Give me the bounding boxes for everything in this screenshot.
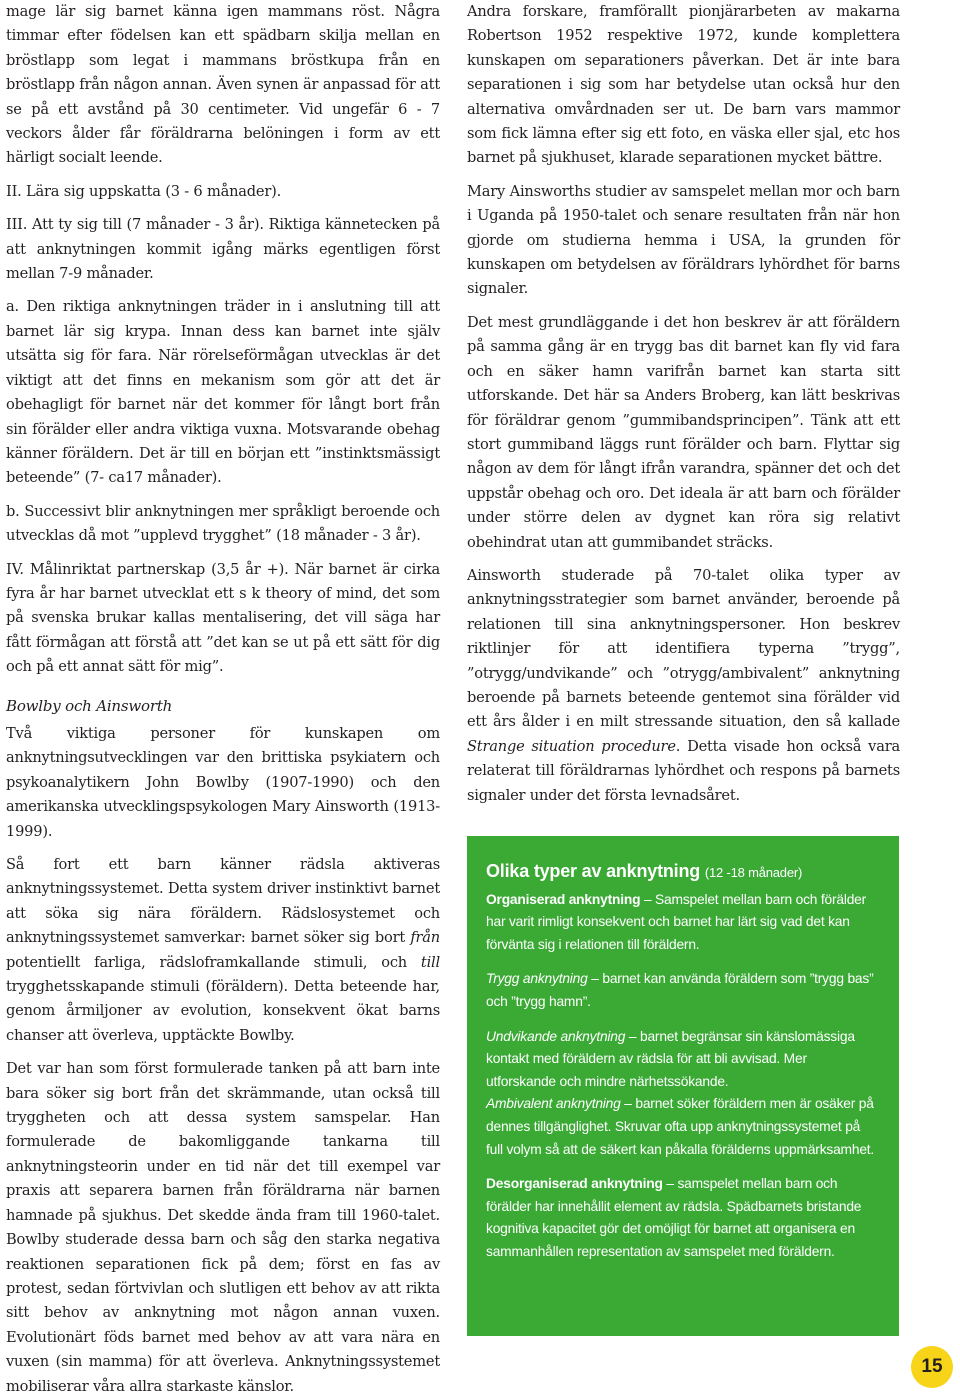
fact-box-title-main: Olika typer av anknytning [486,861,701,881]
definition: – samspelet mellan barn och förälder har innehållit element av rädsla. Spädbarnets bristande kognitiva kapacitet gör det omöjligt för barnet att organisera en sammanhållen representation av samspelet med föräldern. [486,1176,862,1259]
paragraph: II. Lära sig uppskatta (3 - 6 månader). [6,182,282,200]
term: Trygg anknytning [486,971,588,987]
term: Desorganiserad anknytning [486,1176,663,1192]
paragraph: a. Den riktiga anknytningen träder in i anslutning till att barnet lär sig krypa. Innan dess kan barnet inte själv utsätta sig för fara. När rörelseförmågan utvecklas är det viktigt att det finns en mekanism som gör att det är obehagligt för barnet när det kommer för långt bort från sin förälder eller andra viktiga vuxna. Motsvarande obehag känner föräldern. Det är till en början ett ”instinktsmässigt beteende” (7- ca17 månader). [6,298,440,487]
fact-box-item [486,889,875,957]
text-run: . Detta visade hon också vara relaterat till föräldrarnas lyhördhet och respons på barnets signaler under det första levnadsåret. [467,737,900,804]
definition: – Samspelet mellan barn och förälder har varit rimligt konsekvent och barnet har lärt sig vad det kan förvänta sig i relationen till föräldern. [486,891,867,952]
paragraph: Det var han som först formulerade tanken på att barn inte bara söker sig bort från det skrämmande, utan också till tryggheten och att dessa system samspelar. Han formulerade de bakomliggande tankarna till anknytningsteorin under en tid när det till exempel var praxis att separera barnen från föräldrarna när barnen hamnade på sjukhus. Det skedde ända fram till 1960-talet. Bowlby studerade dessa barn och såg den starka negativa reaktionen separationen fick på dem; först en fas av protest, sedan förtvivlan och slutligen ett behov av att rikta sitt behov av anknytning mot någon annan vuxen. Evolutionärt föds barnet med behov av att vara nära en vuxen (sin mamma) för att överleva. Anknytningssystemet mobiliserar våra allra starkaste känslor. [6,1060,440,1395]
paragraph: mage lär sig barnet känna igen mammans röst. Några timmar efter födelsen kan ett spädbarn skilja mellan en bröstlapp som legat i mammans bröstkupa från en bröstlapp från någon annan. Även synen är anpassad för att se på ett avstånd på 30 centimeter. Vid ungefär 6 - 7 veckors ålder får föräldrarna belöningen i form av ett härligt socialt leende. [6,3,440,167]
right-column [467,0,900,817]
paragraph: Två viktiga personer för kunskapen om anknytningsutvecklingen var den brittiska psykiatern och psykoanalytikern John Bowlby (1907-1990) och den amerikanska utvecklingspsykologen Mary Ainsworth (1913-1999). [6,724,440,840]
fact-box-item [486,1173,875,1263]
paragraph [467,564,900,808]
emphasis: Strange situation procedure [467,737,676,755]
definition: – barnet söker föräldern men är osäker på dennes tillgänglighet. Skruvar ofta upp anknytningssystemet på full volym så att de säkert kan påkalla förälderns uppmärksamhet. [486,1096,875,1157]
paragraph: Mary Ainsworths studier av samspelet mellan mor och barn i Uganda på 1950-talet och senare resultaten från när hon gjorde om studierna hemma i USA, la grunden för kunskapen om betydelsen av föräldrars lyhördhet för barns signaler. [467,182,900,298]
fact-box-item [486,1026,875,1094]
emphasis: från [410,929,440,947]
text-run: Så fort ett barn känner rädsla aktiveras anknytningssystemet. Detta system driver instinktivt barnet att söka sig nära föräldern. Rädslosystemet och anknytningssystemet samverkar: barnet söker sig bort [6,856,440,947]
fact-box-title [486,860,875,885]
paragraph: IV. Målinriktat partnerskap (3,5 år +). När barnet är cirka fyra år har barnet utvecklat ett s k theory of mind, det som på svenska brukar kallas mentalisering, det vill säga har fått förmågan att förstå att ”det kan se ut på ett sätt för dig och på ett annat sätt för mig”. [6,560,440,676]
term: Ambivalent anknytning [486,1096,621,1112]
paragraph: b. Successivt blir anknytningen mer språkligt beroende och utvecklas då mot ”upplevd trygghet” (18 månader - 3 år). [6,502,440,545]
left-column [6,0,440,1399]
definition: – barnet kan använda föräldern som ”trygg bas” och ”trygg hamn”. [486,971,874,1009]
emphasis: till [420,953,440,971]
text-run: potentiellt farliga, rädsloframkallande stimuli, och [6,953,421,971]
term: Organiserad anknytning [486,891,641,907]
section-heading: Bowlby och Ainsworth [6,696,173,715]
fact-box-title-sub: (12 -18 månader) [704,865,803,880]
paragraph: Andra forskare, framförallt pionjärarbeten av makarna Robertson 1952 respektive 1972, kunde komplettera kunskapen om separationers påverkan. Det är inte bara separationen i sig som har betydelse utan också hur den alternativa omvårdnaden ser ut. De barn vars mammor som fick lämna efter sig ett foto, en väska eller sjal, etc hos barnet på sjukhuset, klarade separationen mycket bättre. [467,3,900,167]
fact-box-item [486,1093,875,1161]
text-run: trygghetsskapande stimuli (föräldern). Detta beteende har, genom årmiljoner av evolution, konsekvent ökat barns chanser att överleva, upptäckte Bowlby. [6,978,440,1044]
paragraph [6,853,440,1048]
definition: – barnet begränsar sin känslomässiga kontakt med föräldern av rädsla för att bli avvisad. Mer utforskande och mindre närhetssökande. [486,1028,855,1089]
paragraph: III. Att ty sig till (7 månader - 3 år). Riktiga kännetecken på att anknytningen kommit igång märks egentligen först mellan 7-9 månader. [6,216,440,283]
fact-box [467,836,899,1336]
term: Undvikande anknytning [486,1028,626,1044]
paragraph: Det mest grundläggande i det hon beskrev är att föräldern på samma gång är en trygg bas dit barnet kan fly vid fara och en säker hamn varifrån barnet kan starta sitt utforskande. Det här sa Anders Broberg, kan lätt beskrivas för föräldrar genom ”gummibandsprincipen”. Tänk att ett stort gummiband läggs runt förälder och barn. Flyttar sig någon av dem för långt ifrån varandra, spänner det och det uppstår obehag och oro. Det ideala är att barn och förälder under större delen av dygnet kan röra sig relativt obehindrat utan att gummibandet sträcks. [467,313,900,551]
page-number: 15 [911,1346,953,1388]
fact-box-item [486,968,875,1013]
text-run: Ainsworth studerade på 70-talet olika typer av anknytningsstrategier som barnet använder, beroende på relationen till sina anknytningspersoner. Hon beskrev riktlinjer för att identifiera typerna ”trygg”, ”otrygg/undvikande” och ”otrygg/ambivalent” anknytning beroende på barnets beteende gentemot sina förälder vid ett års ålder i en milt stressande situation, den så kallade [467,566,900,731]
